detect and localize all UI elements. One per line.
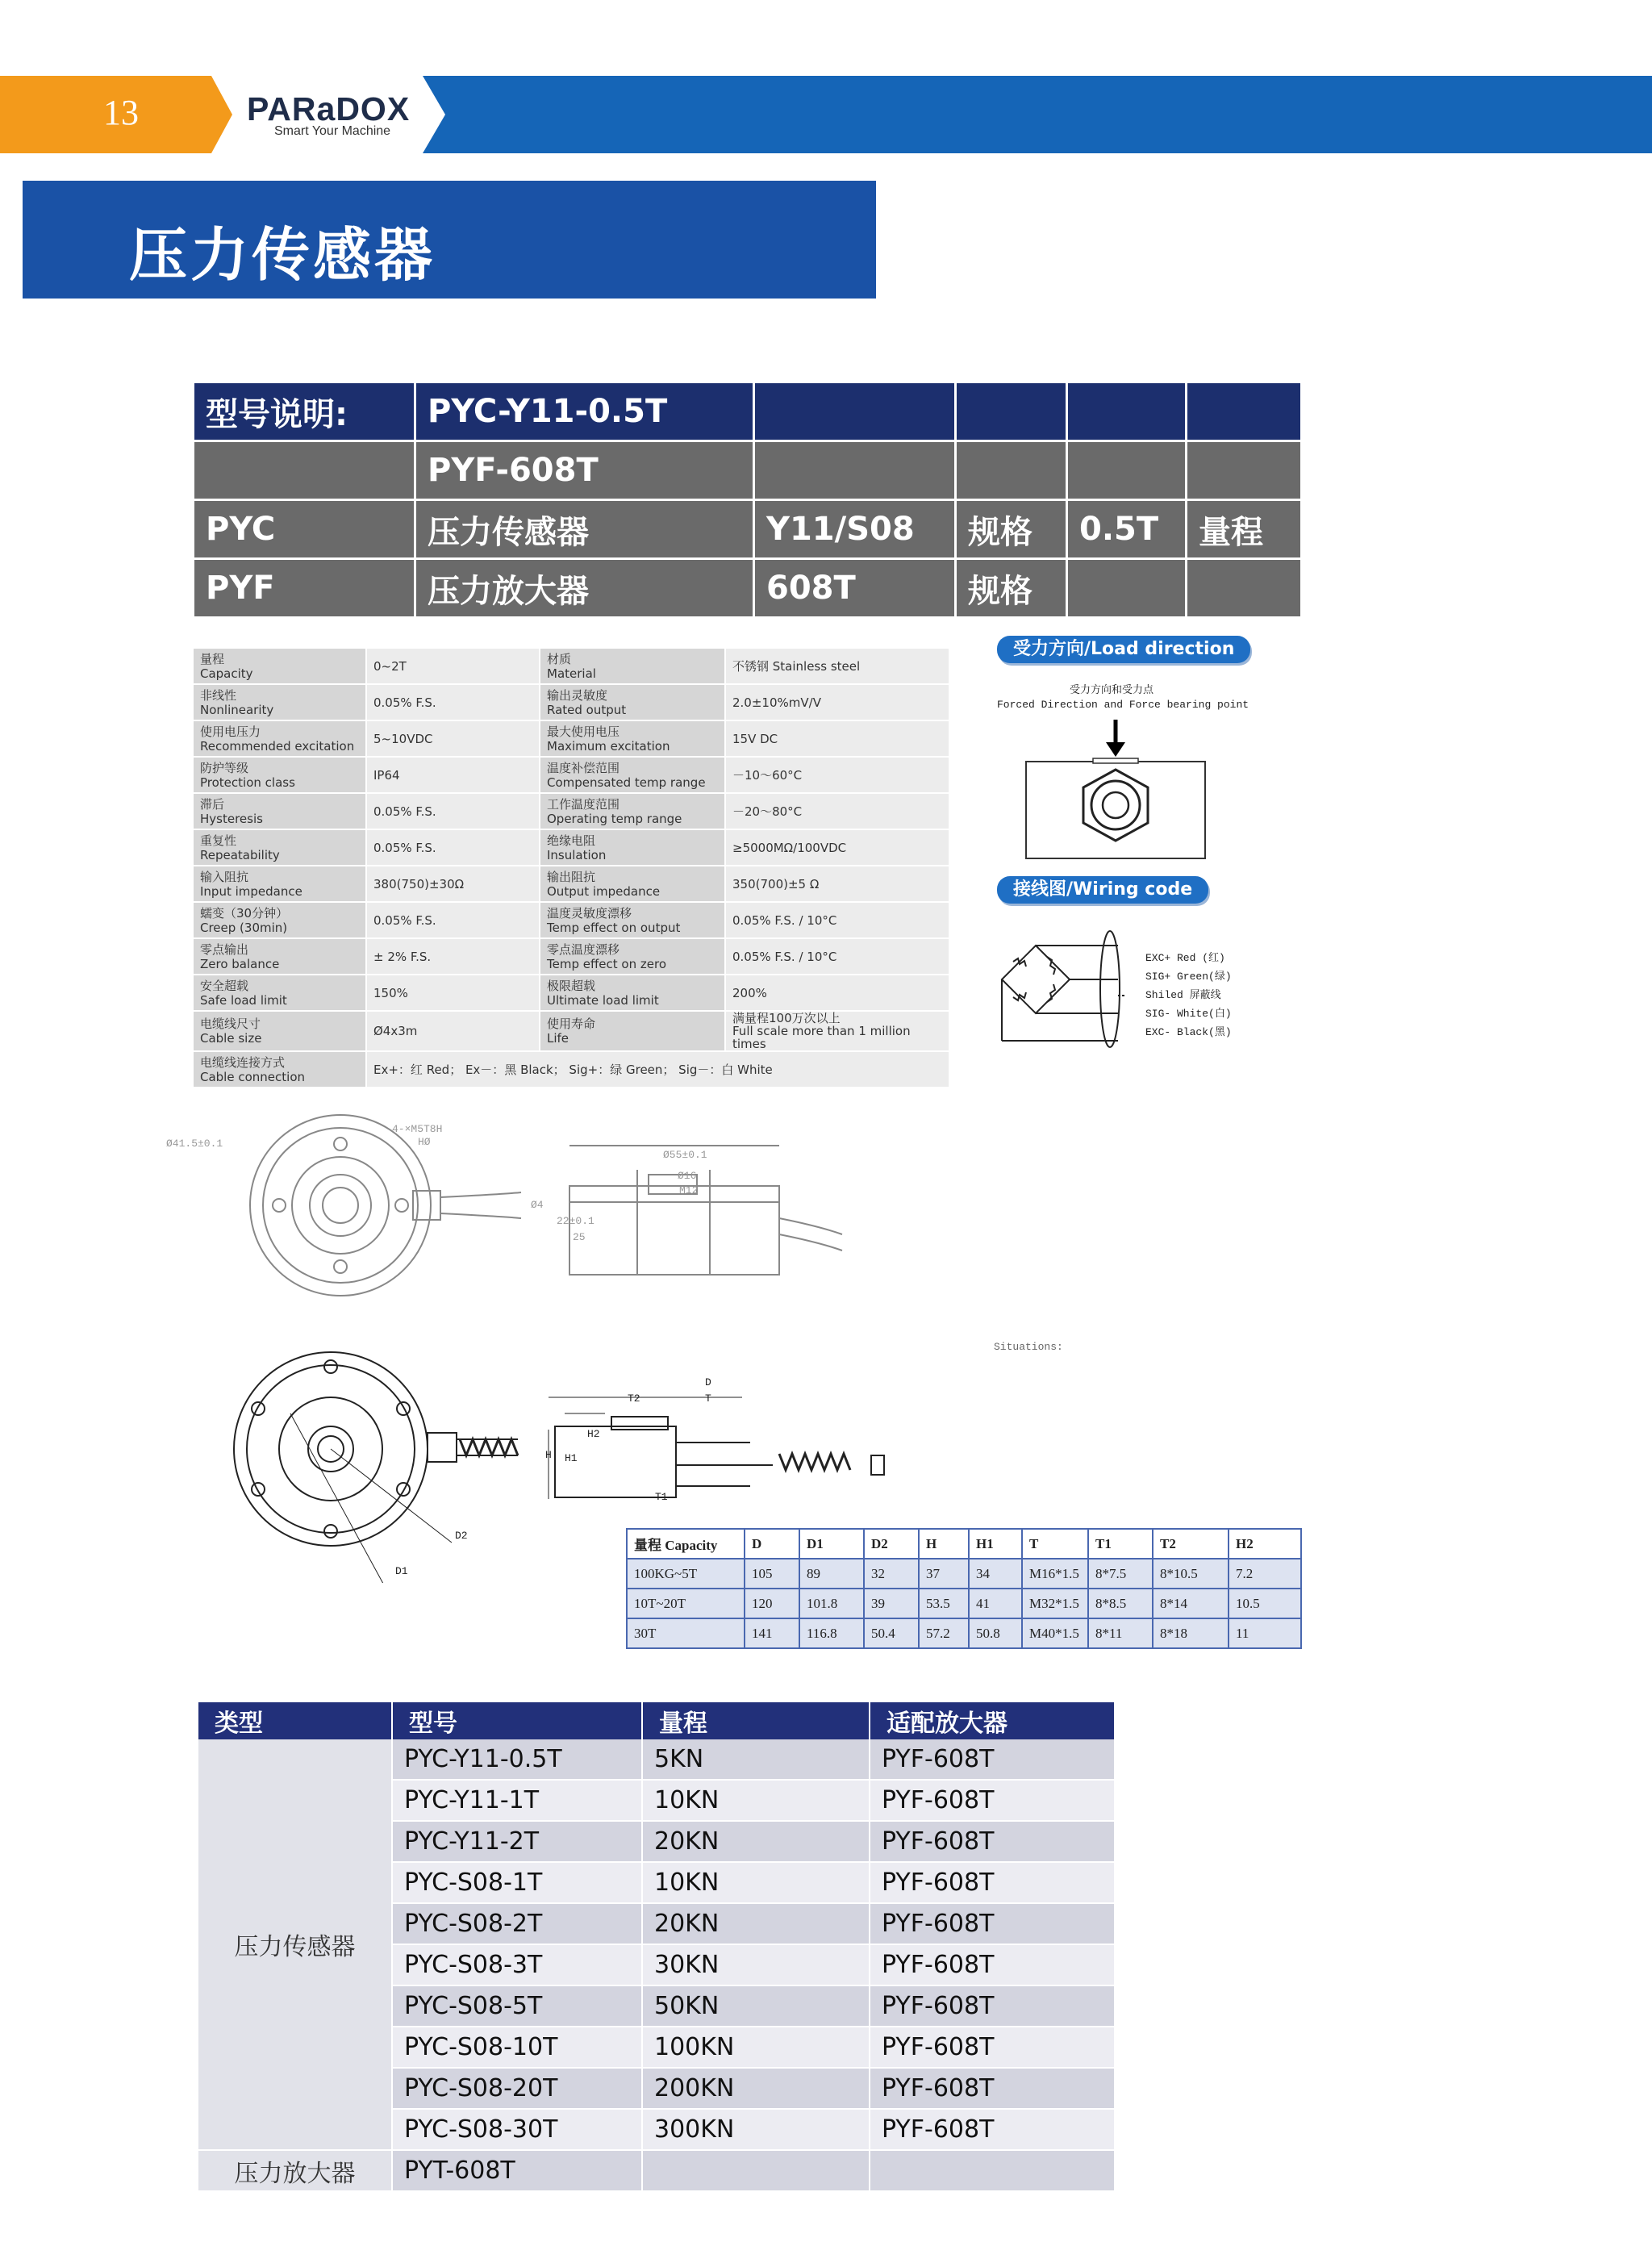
- product-header: 类型: [198, 1702, 392, 1739]
- dim-row: [627, 1589, 1301, 1618]
- dim-cell: M32*1.5: [1022, 1589, 1088, 1618]
- spec-label-en: Rated output: [547, 702, 627, 717]
- spec-value: Ø4x3m: [373, 1024, 418, 1038]
- model-cell: [194, 441, 415, 500]
- dim-cell: 30T: [627, 1618, 745, 1648]
- product-cell: PYF-608T: [870, 1739, 1115, 1780]
- model-cell: [754, 441, 956, 500]
- spec-label-en: Temp effect on zero: [547, 956, 667, 971]
- product-cell: PYF-608T: [870, 2027, 1115, 2068]
- dim-outer-diameter: Ø41.5±0.1: [166, 1138, 223, 1150]
- product-cell: PYF-608T: [870, 1944, 1115, 1985]
- spec-value: 0.05% F.S. / 10°C: [732, 949, 837, 964]
- product-cell: PYT-608T: [392, 2150, 642, 2191]
- dim-cell: 39: [864, 1589, 919, 1618]
- cable-connection-value: Ex+：红 Red； Ex－：黑 Black； Sig+：绿 Green； Sig－：白 White: [373, 1063, 773, 1077]
- product-table: [198, 1702, 1116, 2192]
- product-cell: PYF-608T: [870, 1821, 1115, 1862]
- spec-label-en: Cable size: [200, 1031, 262, 1046]
- spec-value: 5~10VDC: [373, 731, 433, 746]
- spec-row: [193, 720, 949, 757]
- dim-cell: 10.5: [1229, 1589, 1301, 1618]
- wiring-labels: [1145, 949, 1232, 1042]
- dim-mounting-holes: 4-×M5T8H: [392, 1123, 443, 1135]
- load-direction-caption-en: Forced Direction and Force bearing point: [997, 699, 1249, 711]
- spec-value: 2.0±10%mV/V: [732, 695, 821, 710]
- spec-label-en: Insulation: [547, 847, 607, 862]
- spec-value: 0~2T: [373, 658, 407, 674]
- dim-cell: 8*10.5: [1153, 1559, 1229, 1589]
- dim-cell: 89: [799, 1559, 864, 1589]
- spec-value: 0.05% F.S.: [373, 840, 436, 855]
- spec-label-en: Protection class: [200, 775, 295, 790]
- spec-label-en: Cable connection: [200, 1069, 305, 1084]
- spec-label-en: Maximum excitation: [547, 738, 670, 754]
- spec-row: [193, 866, 949, 902]
- spec-value: 0.05% F.S.: [373, 804, 436, 819]
- spec-label-cn: 绝缘电阻: [547, 833, 596, 848]
- product-cell: 10KN: [642, 1780, 870, 1821]
- product-row-amplifier: [198, 2150, 1115, 2191]
- spec-row: [193, 829, 949, 866]
- product-cell: 5KN: [642, 1739, 870, 1780]
- spec-label-en: Recommended excitation: [200, 738, 355, 754]
- dim-header: T2: [1153, 1529, 1229, 1559]
- spec-row: [193, 975, 949, 1011]
- dim-cell: M40*1.5: [1022, 1618, 1088, 1648]
- dim-cell: 8*14: [1153, 1589, 1229, 1618]
- spec-row: [193, 648, 949, 684]
- product-cell: 10KN: [642, 1862, 870, 1903]
- spec-value: 0.05% F.S.: [373, 695, 436, 710]
- spec-row: [193, 938, 949, 975]
- spec-label-en: Safe load limit: [200, 992, 287, 1008]
- product-header: 适配放大器: [870, 1702, 1115, 1739]
- model-cell: 型号说明:: [194, 382, 415, 441]
- dim-cell: M16*1.5: [1022, 1559, 1088, 1589]
- dim-cell: 11: [1229, 1618, 1301, 1648]
- dim-header: H2: [1229, 1529, 1301, 1559]
- product-cell: PYF-608T: [870, 1903, 1115, 1944]
- product-cell: PYC-Y11-0.5T: [392, 1739, 642, 1780]
- model-cell: [1067, 441, 1187, 500]
- page-number: 13: [103, 93, 139, 132]
- dim-cell: 8*7.5: [1088, 1559, 1153, 1589]
- wire-exc-minus: EXC- Black(黑): [1145, 1026, 1232, 1038]
- dim-header: D1: [799, 1529, 864, 1559]
- dim-cell: 41: [969, 1589, 1022, 1618]
- spec-value: 200%: [732, 985, 767, 1000]
- dim-cell: 116.8: [799, 1618, 864, 1648]
- model-cell: [1067, 559, 1187, 618]
- product-row: [198, 1739, 1115, 1780]
- spec-label-cn: 使用电压力: [200, 724, 261, 739]
- label-d1: D1: [395, 1565, 408, 1577]
- spec-row: [193, 757, 949, 793]
- spec-label-cn: 极限超载: [547, 978, 596, 993]
- dim-cell: 8*8.5: [1088, 1589, 1153, 1618]
- model-cell: PYC-Y11-0.5T: [415, 382, 754, 441]
- spec-label-en: Life: [547, 1031, 569, 1046]
- model-cell: 压力传感器: [415, 500, 754, 559]
- spec-label-en: Nonlinearity: [200, 702, 274, 717]
- model-cell: [1187, 441, 1302, 500]
- spec-label-cn: 最大使用电压: [547, 724, 620, 739]
- spec-value: ± 2% F.S.: [373, 949, 432, 964]
- spec-label-cn: 非线性: [200, 687, 237, 703]
- load-direction-caption-cn: 受力方向和受力点: [1070, 684, 1154, 696]
- spec-row: [193, 793, 949, 829]
- load-direction-diagram: [1024, 716, 1207, 862]
- product-cell: PYF-608T: [870, 2068, 1115, 2109]
- spec-row: [193, 684, 949, 720]
- spec-label-en: Temp effect on output: [547, 920, 681, 935]
- dim-cell: 50.8: [969, 1618, 1022, 1648]
- spec-label-en: Operating temp range: [547, 811, 682, 826]
- spec-label-cn: 安全超载: [200, 978, 249, 993]
- dimension-table: [626, 1528, 1302, 1649]
- model-cell: Y11/S08: [754, 500, 956, 559]
- product-cell: PYF-608T: [870, 1862, 1115, 1903]
- brand-logo: PARaDOX: [247, 90, 411, 127]
- product-cell: [642, 2150, 870, 2191]
- dim-header: T: [1022, 1529, 1088, 1559]
- product-type-sensor: 压力传感器: [198, 1739, 392, 2150]
- model-cell: 规格: [956, 500, 1067, 559]
- product-cell: PYC-S08-20T: [392, 2068, 642, 2109]
- dim-cell: 120: [745, 1589, 799, 1618]
- spec-label-cn: 温度灵敏度漂移: [547, 905, 632, 921]
- product-cell: PYC-S08-3T: [392, 1944, 642, 1985]
- model-cell: PYF-608T: [415, 441, 754, 500]
- model-cell: 608T: [754, 559, 956, 618]
- dim-row: [627, 1559, 1301, 1589]
- spec-value: 0.05% F.S.: [373, 912, 436, 928]
- product-cell: PYF-608T: [870, 1985, 1115, 2027]
- product-type-amplifier: 压力放大器: [198, 2150, 392, 2191]
- spec-label-en: Capacity: [200, 666, 253, 681]
- product-cell: PYC-S08-10T: [392, 2027, 642, 2068]
- model-cell: [1067, 382, 1187, 441]
- model-row: [194, 500, 1302, 559]
- dim-cable: Ø4: [531, 1199, 544, 1211]
- dim-header: 量程 Capacity: [627, 1529, 745, 1559]
- spec-value: 0.05% F.S. / 10°C: [732, 912, 837, 928]
- spec-label-cn: 温度补偿范围: [547, 760, 620, 775]
- dim-cell: 105: [745, 1559, 799, 1589]
- spec-label-en: Zero balance: [200, 956, 280, 971]
- model-row: [194, 382, 1302, 441]
- dim-cell: 53.5: [919, 1589, 969, 1618]
- spec-label-cn: 电缆线连接方式: [200, 1054, 286, 1070]
- spec-label-cn: 蠕变（30分钟）: [200, 905, 289, 921]
- product-cell: PYC-S08-30T: [392, 2109, 642, 2150]
- spec-label-cn: 重复性: [200, 833, 237, 848]
- spec-value: 350(700)±5 Ω: [732, 876, 820, 891]
- dim-cell: 50.4: [864, 1618, 919, 1648]
- spec-label-cn: 输入阻抗: [200, 869, 249, 884]
- spec-label-en: Output impedance: [547, 883, 661, 899]
- spec-label-en: Creep (30min): [200, 920, 288, 935]
- dim-thread: M12: [679, 1184, 699, 1196]
- model-cell: 规格: [956, 559, 1067, 618]
- label-h: H: [545, 1449, 552, 1461]
- stray-caption: Situations:: [994, 1341, 1063, 1353]
- model-cell: PYC: [194, 500, 415, 559]
- spec-label-cn: 电缆线尺寸: [200, 1017, 261, 1031]
- spec-value: 不锈钢 Stainless steel: [732, 658, 861, 674]
- dim-cell: 141: [745, 1618, 799, 1648]
- product-header: 量程: [642, 1702, 870, 1739]
- dim-cell: 10T~20T: [627, 1589, 745, 1618]
- wire-exc-plus: EXC+ Red (红): [1145, 952, 1225, 964]
- model-cell: [1187, 382, 1302, 441]
- dim-height: 22±0.1: [557, 1215, 594, 1227]
- dim-side-diameter: Ø55±0.1: [663, 1149, 707, 1161]
- product-cell: PYC-S08-5T: [392, 1985, 642, 2027]
- product-cell: 50KN: [642, 1985, 870, 2027]
- product-cell: 20KN: [642, 1821, 870, 1862]
- spec-label-en: Compensated temp range: [547, 775, 706, 790]
- model-row: [194, 441, 1302, 500]
- spec-label-en: Hysteresis: [200, 811, 263, 826]
- model-cell: 量程: [1187, 500, 1302, 559]
- spec-row-cable: [193, 1051, 949, 1088]
- label-h1: H1: [565, 1452, 578, 1464]
- load-direction-badge: 受力方向/Load direction: [997, 636, 1250, 663]
- spec-label-cn: 输出阻抗: [547, 869, 596, 884]
- spec-label-cn: 量程: [200, 651, 225, 666]
- label-t2: T2: [628, 1392, 640, 1405]
- spec-label-en: Ultimate load limit: [547, 992, 659, 1008]
- dim-header: H1: [969, 1529, 1022, 1559]
- product-cell: PYF-608T: [870, 2109, 1115, 2150]
- dim-header: T1: [1088, 1529, 1153, 1559]
- model-cell: [956, 441, 1067, 500]
- dim-cell: 101.8: [799, 1589, 864, 1618]
- dim-header: D: [745, 1529, 799, 1559]
- brand-tagline: Smart Your Machine: [274, 124, 391, 138]
- technical-drawing-1: [161, 1113, 871, 1315]
- dim-row: [627, 1618, 1301, 1648]
- spec-value: －20～80°C: [732, 804, 803, 819]
- product-cell: 20KN: [642, 1903, 870, 1944]
- model-cell: 0.5T: [1067, 500, 1187, 559]
- dim-cell: 34: [969, 1559, 1022, 1589]
- product-header: 型号: [392, 1702, 642, 1739]
- spec-value: ≥5000MΩ/100VDC: [732, 840, 847, 855]
- spec-row: [193, 1011, 949, 1051]
- spec-label-cn: 输出灵敏度: [547, 687, 608, 703]
- model-row: [194, 559, 1302, 618]
- model-cell: 压力放大器: [415, 559, 754, 618]
- label-h2: H2: [587, 1428, 600, 1440]
- model-cell: PYF: [194, 559, 415, 618]
- dim-header: D2: [864, 1529, 919, 1559]
- product-cell: PYC-Y11-1T: [392, 1780, 642, 1821]
- spec-label-cn: 零点输出: [200, 942, 249, 957]
- dim-inner-diameter: Ø16: [678, 1170, 697, 1182]
- spec-value: －10～60°C: [732, 767, 803, 783]
- wiring-diagram: [997, 928, 1126, 1049]
- product-cell: PYC-S08-1T: [392, 1862, 642, 1903]
- dim-cell: 8*18: [1153, 1618, 1229, 1648]
- spec-row: [193, 902, 949, 938]
- product-cell: PYF-608T: [870, 1780, 1115, 1821]
- dim-total-height: 25: [573, 1231, 586, 1243]
- spec-label-cn: 零点温度漂移: [547, 942, 620, 957]
- product-cell: 300KN: [642, 2109, 870, 2150]
- spec-label-en: Material: [547, 666, 596, 681]
- dim-cell: 7.2: [1229, 1559, 1301, 1589]
- spec-value: 150%: [373, 985, 408, 1000]
- model-cell: [956, 382, 1067, 441]
- wire-sig-minus: SIG- White(白): [1145, 1008, 1232, 1020]
- label-d: D: [705, 1376, 711, 1388]
- spec-label-en: Repeatability: [200, 847, 280, 862]
- specification-table: [192, 647, 950, 1088]
- product-cell: 100KN: [642, 2027, 870, 2068]
- page-title: 压力传感器: [129, 221, 436, 289]
- dim-cell: 37: [919, 1559, 969, 1589]
- dim-cell: 100KG~5T: [627, 1559, 745, 1589]
- wiring-code-badge: 接线图/Wiring code: [997, 876, 1208, 904]
- spec-label-en: Input impedance: [200, 883, 302, 899]
- dim-cell: 8*11: [1088, 1618, 1153, 1648]
- label-d2: D2: [455, 1530, 468, 1542]
- spec-label-cn: 滞后: [200, 796, 225, 812]
- wire-shield: Shiled 屏蔽线: [1145, 989, 1221, 1001]
- model-cell: [754, 382, 956, 441]
- spec-label-cn: 使用寿命: [547, 1017, 596, 1031]
- spec-value: IP64: [373, 767, 400, 783]
- dim-cell: 57.2: [919, 1618, 969, 1648]
- dim-header: H: [919, 1529, 969, 1559]
- spec-value: 15V DC: [732, 731, 778, 746]
- dim-cell: 32: [864, 1559, 919, 1589]
- label-t1: T1: [655, 1491, 668, 1503]
- product-cell: 200KN: [642, 2068, 870, 2109]
- spec-value: 满量程100万次以上 Full scale more than 1 million times: [732, 1011, 911, 1051]
- spec-label-cn: 防护等级: [200, 760, 249, 775]
- dim-hole-depth: HØ: [418, 1136, 431, 1148]
- product-cell: PYC-S08-2T: [392, 1903, 642, 1944]
- wire-sig-plus: SIG+ Green(绿): [1145, 971, 1232, 983]
- spec-label-cn: 工作温度范围: [547, 796, 620, 812]
- spec-value: 380(750)±30Ω: [373, 876, 465, 891]
- product-cell: [870, 2150, 1115, 2191]
- product-cell: 30KN: [642, 1944, 870, 1985]
- spec-label-cn: 材质: [547, 651, 572, 666]
- product-cell: PYC-Y11-2T: [392, 1821, 642, 1862]
- label-t: T: [705, 1392, 711, 1405]
- model-cell: [1187, 559, 1302, 618]
- model-explanation-table: [192, 381, 1303, 619]
